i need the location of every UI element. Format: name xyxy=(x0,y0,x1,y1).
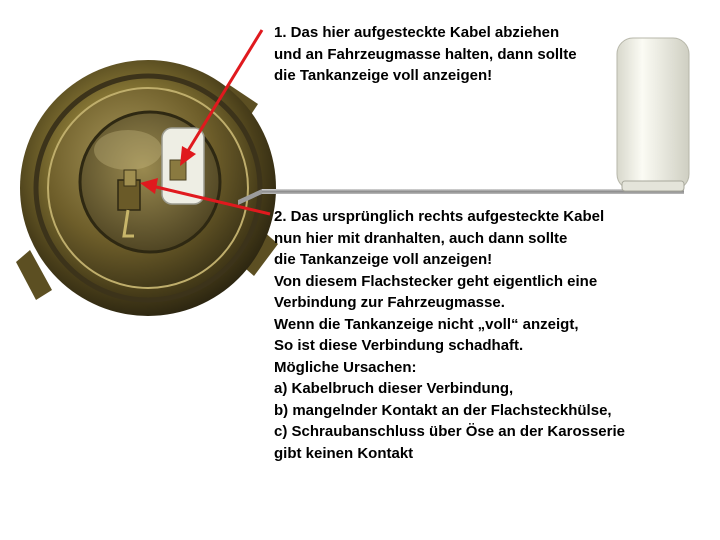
note-line: die Tankanzeige voll anzeigen! xyxy=(274,67,493,84)
note-line: Wenn die Tankanzeige nicht „voll“ anzeigt, xyxy=(274,315,579,333)
note-line: So ist diese Verbindung schadhaft. xyxy=(274,337,524,354)
note-line: Von diesem Flachstecker geht eigentlich eine xyxy=(274,272,598,290)
note-line: a) Kabelbruch dieser Verbindung, xyxy=(274,380,514,397)
note-line: 2. Das ursprünglich rechts aufgesteckte Kabel xyxy=(274,208,605,225)
note-line: nun hier mit dranhalten, auch dann sollte xyxy=(274,229,568,247)
sender-rod xyxy=(262,189,684,194)
note-line: b) mangelnder Kontakt an der Flachsteckhülse, xyxy=(274,401,612,419)
note-line: c) Schraubanschluss über Öse an der Karosserie xyxy=(274,423,625,440)
instruction-text-2 xyxy=(274,206,625,464)
instruction-text-1 xyxy=(274,22,577,87)
note-line: die Tankanzeige voll anzeigen! xyxy=(274,251,493,268)
float xyxy=(617,38,689,190)
note-line: Mögliche Ursachen: xyxy=(274,358,417,376)
note-line: Verbindung zur Fahrzeugmasse. xyxy=(274,294,505,311)
note-line: und an Fahrzeugmasse halten, dann sollte xyxy=(274,45,577,63)
note-line: gibt keinen Kontakt xyxy=(274,444,414,462)
note-line: 1. Das hier aufgesteckte Kabel abziehen xyxy=(274,24,560,41)
